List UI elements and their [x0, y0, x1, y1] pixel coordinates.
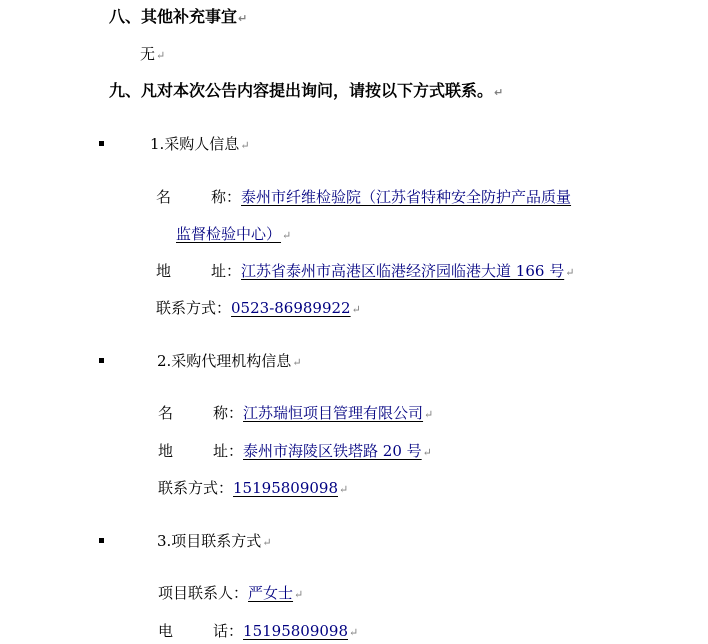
contact-label: 联系方式： — [156, 299, 232, 317]
name-label: 称： — [213, 404, 244, 422]
project-person-row — [158, 582, 303, 606]
project-heading-text: 3.项目联系方式 — [157, 532, 262, 550]
paragraph-mark: ↵ — [240, 139, 250, 152]
bullet-marker — [99, 538, 104, 543]
paragraph-mark: ↵ — [565, 266, 575, 279]
purchaser-name-value-cont: 监督检验中心） — [176, 225, 282, 243]
section-8-title — [109, 6, 247, 30]
purchaser-heading-text: 1.采购人信息 — [150, 135, 240, 153]
bullet-marker — [99, 358, 104, 363]
section-8-body-text: 无 — [140, 45, 156, 63]
agency-name-value: 江苏瑞恒项目管理有限公司 — [243, 404, 424, 422]
agency-heading — [157, 350, 302, 374]
section-9-title-text: 九、凡对本次公告内容提出询问，请按以下方式联系。 — [109, 81, 494, 100]
project-phone-row — [158, 620, 358, 644]
paragraph-mark: ↵ — [262, 536, 272, 549]
paragraph-mark: ↵ — [422, 446, 432, 459]
purchaser-name-value: 泰州市纤维检验院（江苏省特种安全防护产品质量 — [241, 188, 572, 206]
section-9-title — [109, 80, 503, 104]
purchaser-contact-value: 0523-86989922 — [231, 299, 351, 317]
project-phone-value: 15195809098 — [243, 622, 349, 640]
agency-heading-text: 2.采购代理机构信息 — [157, 352, 292, 370]
paragraph-mark: ↵ — [282, 229, 292, 242]
purchaser-contact-row — [156, 297, 361, 321]
purchaser-heading — [150, 133, 250, 157]
agency-contact-row — [158, 477, 348, 501]
contact-label: 联系方式： — [158, 479, 234, 497]
purchaser-address-row — [156, 260, 574, 284]
purchaser-address-value: 江苏省泰州市高港区临港经济园临港大道 166 号 — [241, 262, 565, 280]
agency-contact-value: 15195809098 — [233, 479, 338, 497]
project-person-value: 严女士 — [248, 584, 294, 602]
project-heading — [157, 530, 272, 554]
phone-label: 电 — [158, 622, 174, 640]
address-label: 址： — [213, 442, 244, 460]
paragraph-mark: ↵ — [349, 626, 359, 639]
person-label: 项目联系人： — [158, 584, 249, 602]
address-label: 址： — [211, 262, 242, 280]
agency-name-row — [158, 402, 433, 426]
paragraph-mark: ↵ — [238, 12, 248, 25]
paragraph-mark: ↵ — [294, 588, 304, 601]
agency-address-row — [158, 440, 432, 464]
paragraph-mark: ↵ — [351, 303, 361, 316]
paragraph-mark: ↵ — [156, 49, 166, 62]
address-label: 地 — [158, 442, 174, 460]
agency-address-value: 泰州市海陵区铁塔路 20 号 — [243, 442, 422, 460]
paragraph-mark: ↵ — [494, 86, 504, 99]
paragraph-mark: ↵ — [292, 356, 302, 369]
section-8-body — [140, 43, 165, 67]
paragraph-mark: ↵ — [424, 408, 434, 421]
address-label: 地 — [156, 262, 172, 280]
paragraph-mark: ↵ — [339, 483, 349, 496]
purchaser-name-row — [156, 186, 571, 208]
section-8-title-text: 八、其他补充事宜 — [109, 7, 238, 26]
bullet-marker — [99, 141, 104, 146]
phone-label: 话： — [213, 622, 244, 640]
name-label: 名 — [156, 188, 172, 206]
name-label: 称： — [211, 188, 242, 206]
name-label: 名 — [158, 404, 174, 422]
purchaser-name-row-cont — [176, 223, 291, 247]
